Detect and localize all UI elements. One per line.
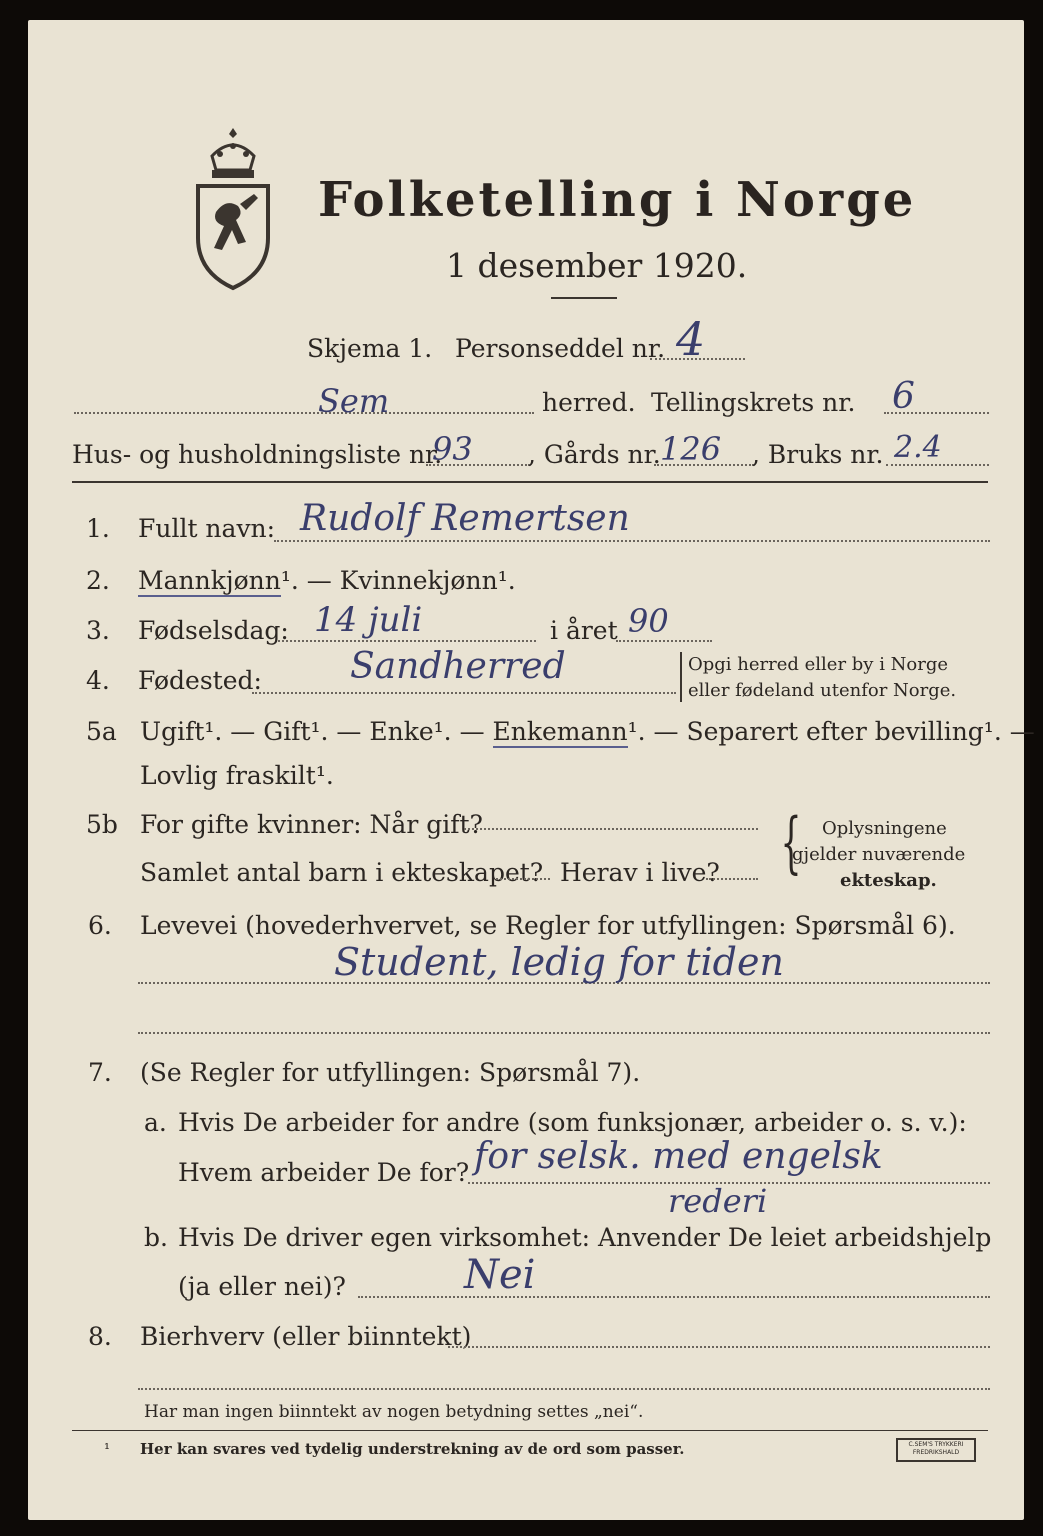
q7b-value: Nei <box>464 1252 536 1298</box>
bruks-label: , Bruks nr. <box>752 440 884 469</box>
skjema-label: Skjema 1. <box>307 334 433 363</box>
q3-year-label: i året <box>550 616 618 645</box>
bruks-value: 2.4 <box>894 430 942 465</box>
q8-number: 8. <box>88 1322 112 1351</box>
q5b-line2a: Samlet antal barn i ekteskapet? <box>140 858 544 887</box>
q3-year-value: 90 <box>628 602 669 640</box>
q5b-line1: For gifte kvinner: Når gift? <box>140 810 483 839</box>
printer-stamp: C.SEM'S TRYKKERI FREDRIKSHALD <box>896 1438 976 1462</box>
q4-note-line1: Opgi herred eller by i Norge <box>688 654 949 675</box>
personseddel-value: 4 <box>676 312 706 366</box>
q6-line2 <box>138 1032 990 1034</box>
q5b-note-line1: Oplysningene <box>822 818 947 839</box>
q5b-barn-line <box>496 878 550 880</box>
q5a-text-a: Ugift¹. — Gift¹. — Enke¹. — <box>140 717 493 746</box>
q5b-note-line3: ekteskap. <box>840 870 937 891</box>
q5b-brace: { <box>780 804 802 881</box>
q1-value: Rudolf Remertsen <box>300 498 630 539</box>
census-date: 1 desember 1920. <box>446 246 748 285</box>
q5a-number: 5a <box>86 717 117 746</box>
footnote-mark: ¹ <box>104 1440 111 1458</box>
tellingskrets-value: 6 <box>892 376 915 417</box>
footer-note: Har man ingen biinntekt av nogen betydning settes „nei“. <box>144 1402 644 1422</box>
q6-value: Student, ledig for tiden <box>334 940 784 984</box>
footer-divider <box>72 1430 988 1431</box>
q7a-line1: Hvis De arbeider for andre (som funksjonær, arbeider o. s. v.): <box>178 1108 967 1137</box>
q4-note-bracket <box>680 652 682 702</box>
q7b-line <box>358 1296 990 1298</box>
q5a-text <box>140 717 1035 746</box>
q7a-line2: Hvem arbeider De for? <box>178 1158 470 1187</box>
q2-kvinne: Kvinnekjønn <box>339 566 498 595</box>
hus-value: 93 <box>432 430 473 468</box>
q1-line <box>274 540 990 542</box>
q3-value: 14 juli <box>314 600 423 640</box>
q4-note-line2: eller fødeland utenfor Norge. <box>688 680 957 701</box>
q6-label: Levevei (hovederhvervet, se Regler for utfyllingen: Spørsmål 6). <box>140 911 956 940</box>
q7a-value1: for selsk. med engelsk <box>474 1136 883 1177</box>
q2-number: 2. <box>86 566 110 595</box>
q7b-line1: Hvis De driver egen virksomhet: Anvender De leiet arbeidshjelp <box>178 1223 992 1252</box>
herred-value: Sem <box>318 382 390 420</box>
hus-label: Hus- og husholdningsliste nr. <box>72 440 443 469</box>
q2-sep: ¹. — <box>280 566 340 595</box>
q7-label: (Se Regler for utfyllingen: Spørsmål 7). <box>140 1058 641 1087</box>
header-divider <box>72 481 988 483</box>
title-divider <box>551 297 617 299</box>
q7b-line2: (ja eller nei)? <box>178 1272 346 1301</box>
q4-line <box>252 692 676 694</box>
herred-line <box>74 412 534 414</box>
q5b-note-line2: gjelder nuværende <box>792 844 966 865</box>
q6-number: 6. <box>88 911 112 940</box>
footnote: Her kan svares ved tydelig understrekning av de ord som passer. <box>140 1440 685 1458</box>
q7a-letter: a. <box>144 1108 167 1137</box>
q5b-line2b: Herav i live? <box>560 858 720 887</box>
q1-number: 1. <box>86 514 110 543</box>
q2-mann: Mannkjønn <box>138 566 281 595</box>
tellingskrets-label: Tellingskrets nr. <box>651 388 856 417</box>
q1-label: Fullt navn: <box>138 514 276 543</box>
q7a-value2: rederi <box>668 1182 768 1220</box>
q8-line1 <box>448 1346 990 1348</box>
q4-value: Sandherred <box>350 646 566 687</box>
q2-text <box>138 566 516 595</box>
q3-year-line <box>616 640 712 642</box>
q5b-live-line <box>706 878 758 880</box>
personseddel-label: Personseddel nr. <box>455 334 666 363</box>
gards-label: , Gårds nr. <box>528 440 661 469</box>
q3-line <box>278 640 536 642</box>
census-form <box>28 20 1035 1520</box>
q4-number: 4. <box>86 666 110 695</box>
q3-label: Fødselsdag: <box>138 616 289 645</box>
q8-line2 <box>138 1388 990 1390</box>
q2-end: ¹. <box>497 566 516 595</box>
herred-label: herred. <box>542 388 636 417</box>
gards-value: 126 <box>660 430 722 468</box>
q7b-letter: b. <box>144 1223 168 1252</box>
q5a-enkemann: Enkemann <box>492 717 628 746</box>
q5b-gift-line <box>464 828 758 830</box>
q3-number: 3. <box>86 616 110 645</box>
coat-of-arms-icon <box>190 120 276 292</box>
q5a-line2: Lovlig fraskilt¹. <box>140 761 334 790</box>
q7-number: 7. <box>88 1058 112 1087</box>
q5b-number: 5b <box>86 810 118 839</box>
q5a-text-b: ¹. — Separert efter bevilling¹. — <box>627 717 1035 746</box>
page-title: Folketelling i Norge <box>318 172 917 228</box>
q8-label: Bierhverv (eller biinntekt) <box>140 1322 472 1351</box>
q4-label: Fødested: <box>138 666 262 695</box>
